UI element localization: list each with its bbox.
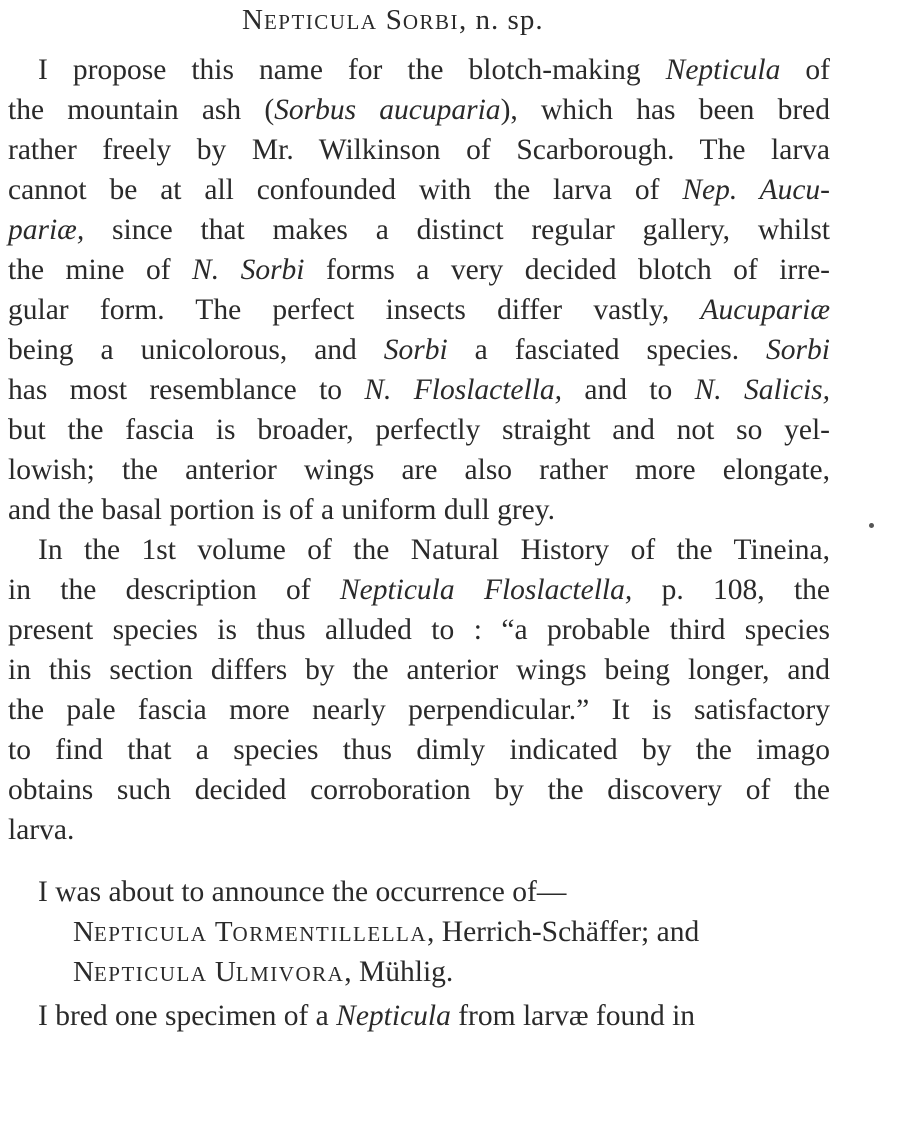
text-line: and the basal portion is of a uniform dull grey. xyxy=(8,494,555,526)
text-line: larva. xyxy=(8,814,75,846)
text-line: cannot be at all confounded with the larva of Nep. Aucu- xyxy=(8,174,830,206)
text-line: gular form. The perfect insects differ vastly, Aucupariæ xyxy=(8,294,830,326)
species-entry: NEPTICULA TORMENTILLELLA, Herrich-Schäffer; and xyxy=(73,916,700,948)
text-line: but the fascia is broader, perfectly straight and not so yel- xyxy=(8,414,830,446)
text-line: the pale fascia more nearly perpendicular.” It is satisfactory xyxy=(8,694,830,726)
text-line: the mine of N. Sorbi forms a very decided blotch of irre- xyxy=(8,254,830,286)
text-line: I bred one specimen of a Nepticula from larvæ found in xyxy=(38,1000,696,1032)
text-line: has most resemblance to N. Floslactella, and to N. Salicis, xyxy=(8,374,830,406)
text-line: in this section differs by the anterior wings being longer, and xyxy=(8,654,830,686)
margin-speck xyxy=(869,523,874,528)
species-entry: NEPTICULA ULMIVORA, Mühlig. xyxy=(73,956,454,988)
text-line: I propose this name for the blotch-making Nepticula of xyxy=(38,54,830,86)
text-line: in the description of Nepticula Floslactella, p. 108, the xyxy=(8,574,831,606)
text-line: rather freely by Mr. Wilkinson of Scarborough. The larva xyxy=(8,134,830,166)
text-line: lowish; the anterior wings are also rather more elongate, xyxy=(8,454,830,486)
section-heading: NEPTICULA SORBI, n. sp. xyxy=(242,4,544,36)
text-line: In the 1st volume of the Natural History of the Tineina, xyxy=(38,534,830,566)
text-line: the mountain ash (Sorbus aucuparia), which has been bred xyxy=(8,94,830,126)
text-line: obtains such decided corroboration by the discovery of the xyxy=(8,774,830,806)
text-line: being a unicolorous, and Sorbi a fasciated species. Sorbi xyxy=(8,334,830,366)
text-line: present species is thus alluded to : “a probable third species xyxy=(8,614,830,646)
text-line: pariæ, since that makes a distinct regular gallery, whilst xyxy=(8,214,830,246)
text-line: I was about to announce the occurrence of— xyxy=(38,876,567,908)
text-line: to find that a species thus dimly indicated by the imago xyxy=(8,734,830,766)
